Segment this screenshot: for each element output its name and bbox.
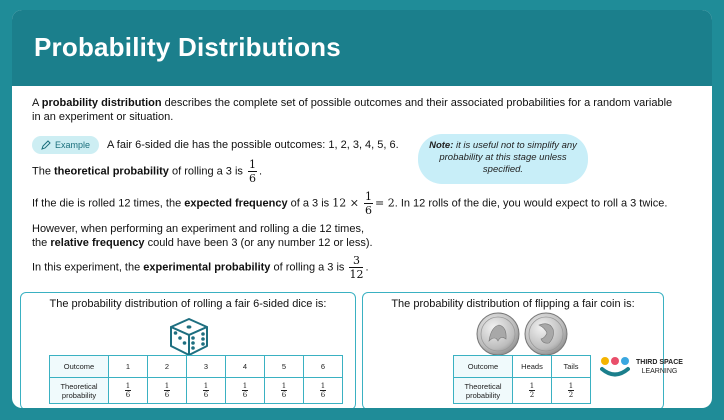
coin-probability-cell (513, 378, 552, 404)
dice-panel-title: The probability distribution of rolling a fair 6-sided dice is: (49, 298, 327, 310)
dice-probability-cell (148, 378, 187, 404)
intro-term: probability distribution (41, 97, 162, 109)
experimental-post: of rolling a 3 is (270, 261, 345, 274)
dice-outcome-cell: 1 (109, 356, 148, 378)
dice-outcome-cell: 6 (304, 356, 343, 378)
pencil-icon (41, 140, 51, 150)
expected-post: . In 12 rolls of the die, you would expect to roll a 3 twice. (394, 197, 668, 210)
example-line (32, 136, 399, 154)
prob-num: 1 (281, 382, 287, 390)
note-callout (418, 134, 588, 184)
expected-den: 6 (365, 204, 372, 217)
dice-outcome-row (50, 356, 343, 378)
theoretical-end: . (258, 165, 263, 178)
lesson-card (12, 10, 712, 408)
coin-outcome-row (454, 356, 591, 378)
experimental-den: 12 (349, 268, 364, 281)
intro-text-post: describes the complete set of possible outcomes and their associated probabilities for a random variable (161, 97, 673, 109)
theoretical-line (32, 158, 262, 185)
theoretical-post: of rolling a 3 is (168, 165, 243, 178)
coin-outcome-cell: Tails (552, 356, 591, 378)
coin-outcome-header: Outcome (454, 356, 513, 378)
dice-probability-header: Theoretical probability (50, 378, 109, 404)
relative-line1: However, when performing an experiment and rolling a die 12 times, (32, 223, 365, 235)
note-text: it is useful not to simplify any probability at this stage unless specified. (439, 140, 577, 175)
dice-icon (167, 315, 211, 357)
theoretical-pre: The (32, 165, 55, 178)
logo-line1: THIRD SPACE (636, 359, 683, 366)
dice-probability-cell (187, 378, 226, 404)
prob-num: 1 (164, 382, 170, 390)
expected-fraction (364, 190, 373, 217)
coin-distribution-table (453, 355, 591, 404)
example-badge-label: Example (55, 140, 91, 150)
experimental-line (32, 254, 369, 281)
theoretical-fraction (248, 158, 257, 185)
expected-term: expected frequency (184, 197, 288, 210)
relative-term: relative frequency (50, 237, 145, 249)
experimental-pre: In this experiment, the (32, 261, 144, 274)
prob-den: 6 (281, 391, 287, 399)
dice-probability-cell (304, 378, 343, 404)
prob-den: 6 (203, 391, 209, 399)
prob-den: 6 (125, 391, 131, 399)
example-badge (32, 136, 99, 154)
theoretical-term: theoretical probability (54, 165, 169, 178)
note-label: Note: (429, 140, 454, 151)
page-title: Probability Distributions (34, 32, 341, 62)
prob-num: 1 (203, 382, 209, 390)
dice-outcome-cell: 5 (265, 356, 304, 378)
prob-num: 1 (568, 382, 574, 390)
experimental-term: experimental probability (143, 261, 271, 274)
coin-probability-header: Theoretical probability (454, 378, 513, 404)
dice-outcome-cell: 3 (187, 356, 226, 378)
relative-post: could have been 3 (or any number 12 or less). (144, 237, 373, 249)
dice-outcome-header: Outcome (50, 356, 109, 378)
example-text: A fair 6-sided die has the possible outcomes: 1, 2, 3, 4, 5, 6. (107, 138, 399, 151)
expected-pre: If the die is rolled 12 times, the (32, 197, 185, 210)
prob-den: 2 (529, 391, 535, 399)
expected-mid: of a 3 is (287, 197, 333, 210)
relative-pre: the (32, 237, 51, 249)
prob-den: 2 (568, 391, 574, 399)
prob-num: 1 (125, 382, 131, 390)
experimental-num: 3 (349, 254, 363, 268)
dice-probability-cell (226, 378, 265, 404)
theoretical-num: 1 (248, 158, 256, 171)
coin-probability-cell (552, 378, 591, 404)
coin-probability-row (454, 378, 591, 404)
third-space-learning-logo (600, 356, 683, 378)
intro-text-line2: in an experiment or situation. (32, 111, 174, 123)
dice-probability-row (50, 378, 343, 404)
header-bar (12, 10, 712, 86)
prob-num: 1 (529, 382, 535, 390)
coin-outcome-cell: Heads (513, 356, 552, 378)
dice-outcome-cell: 2 (148, 356, 187, 378)
prob-num: 1 (242, 382, 248, 390)
intro-text-pre: A (32, 97, 42, 109)
dice-outcome-cell: 4 (226, 356, 265, 378)
coin-panel-title: The probability distribution of flipping a fair coin is: (391, 298, 635, 310)
expected-num: 1 (365, 190, 372, 203)
experimental-fraction (349, 254, 363, 281)
prob-num: 1 (320, 382, 326, 390)
theoretical-den: 6 (248, 172, 256, 185)
prob-den: 6 (242, 391, 248, 399)
dice-probability-cell (109, 378, 148, 404)
coins-icon (475, 311, 571, 357)
experimental-end: . (365, 261, 369, 274)
expected-expr-pre: 12 × (332, 196, 359, 210)
logo-text (636, 358, 683, 376)
intro-paragraph (32, 96, 700, 124)
dice-distribution-table (49, 355, 343, 404)
logo-line2: LEARNING (641, 368, 678, 375)
expected-expr-post: = 2 (375, 196, 395, 210)
expected-line (32, 190, 702, 217)
logo-icon (600, 356, 630, 378)
prob-den: 6 (320, 391, 326, 399)
dice-probability-cell (265, 378, 304, 404)
dice-distribution-panel (20, 292, 356, 408)
relative-paragraph (32, 222, 373, 250)
coin-distribution-panel (362, 292, 664, 408)
prob-den: 6 (164, 391, 170, 399)
